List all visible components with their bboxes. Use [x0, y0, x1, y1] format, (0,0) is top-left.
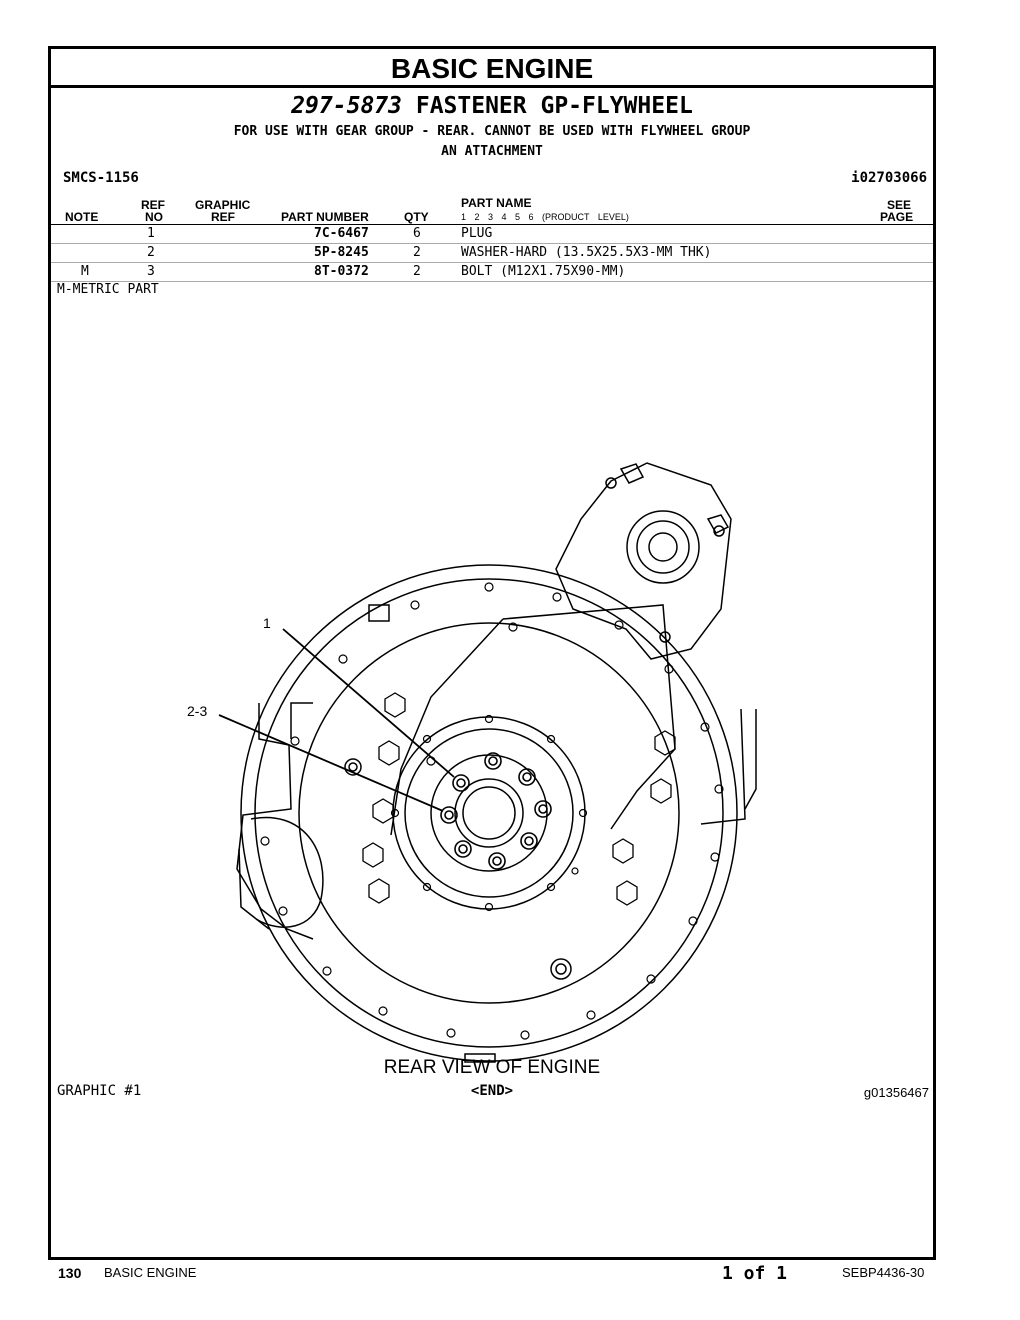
row-ref-no: 3	[147, 264, 155, 279]
document-number: SEBP4436-30	[842, 1265, 925, 1280]
row-qty: 2	[413, 264, 421, 279]
row-qty: 2	[413, 245, 421, 260]
page-of-count: 1 of 1	[722, 1263, 788, 1284]
illustration-caption: REAR VIEW OF ENGINE	[383, 1057, 601, 1078]
col-ref-top: REF	[141, 198, 165, 212]
section-title: BASIC ENGINE	[51, 49, 933, 88]
page-number: 130	[58, 1265, 82, 1281]
graphic-id: g01356467	[863, 1085, 929, 1100]
group-number: 297-5873	[291, 93, 402, 119]
row-part-number: 7C-6467	[314, 226, 369, 241]
col-part-number: PART NUMBER	[281, 210, 369, 224]
smcs-code: SMCS-1156	[63, 170, 139, 186]
end-marker: <END>	[470, 1083, 514, 1099]
callout-1: 1	[263, 615, 271, 631]
row-part-name: BOLT (M12X1.75X90-MM)	[461, 264, 626, 279]
row-qty: 6	[413, 226, 421, 241]
col-note: NOTE	[65, 210, 99, 224]
info-reference: i02703066	[851, 170, 927, 186]
callout-2-3: 2-3	[187, 703, 208, 719]
footer-section: BASIC ENGINE	[104, 1265, 197, 1280]
col-see-bottom: PAGE	[880, 210, 914, 224]
col-qty: QTY	[404, 210, 429, 224]
metric-note: M-METRIC PART	[57, 282, 159, 297]
col-part-name: PART NAME	[461, 196, 532, 210]
col-graphic-bottom: REF	[211, 210, 235, 224]
graphic-label: GRAPHIC #1	[57, 1083, 142, 1099]
row-part-name: PLUG	[461, 226, 493, 241]
col-graphic-top: GRAPHIC	[195, 198, 251, 212]
col-product-level: 1 2 3 4 5 6 (PRODUCT LEVEL)	[461, 212, 629, 222]
row-part-number: 8T-0372	[314, 264, 369, 279]
group-note-line2: AN ATTACHMENT	[441, 144, 543, 159]
row-note: M	[81, 264, 89, 279]
row-ref-no: 2	[147, 245, 155, 260]
group-note-line1: FOR USE WITH GEAR GROUP - REAR. CANNOT BE USED WITH FLYWHEEL GROUP	[233, 124, 751, 139]
row-part-number: 5P-8245	[314, 245, 369, 260]
row-part-name: WASHER-HARD (13.5X25.5X3-MM THK)	[461, 245, 712, 260]
col-ref-bottom: NO	[145, 210, 163, 224]
row-ref-no: 1	[147, 226, 155, 241]
page-frame	[48, 46, 936, 1260]
col-see-top: SEE	[887, 198, 912, 212]
group-name: FASTENER GP-FLYWHEEL	[415, 93, 693, 119]
